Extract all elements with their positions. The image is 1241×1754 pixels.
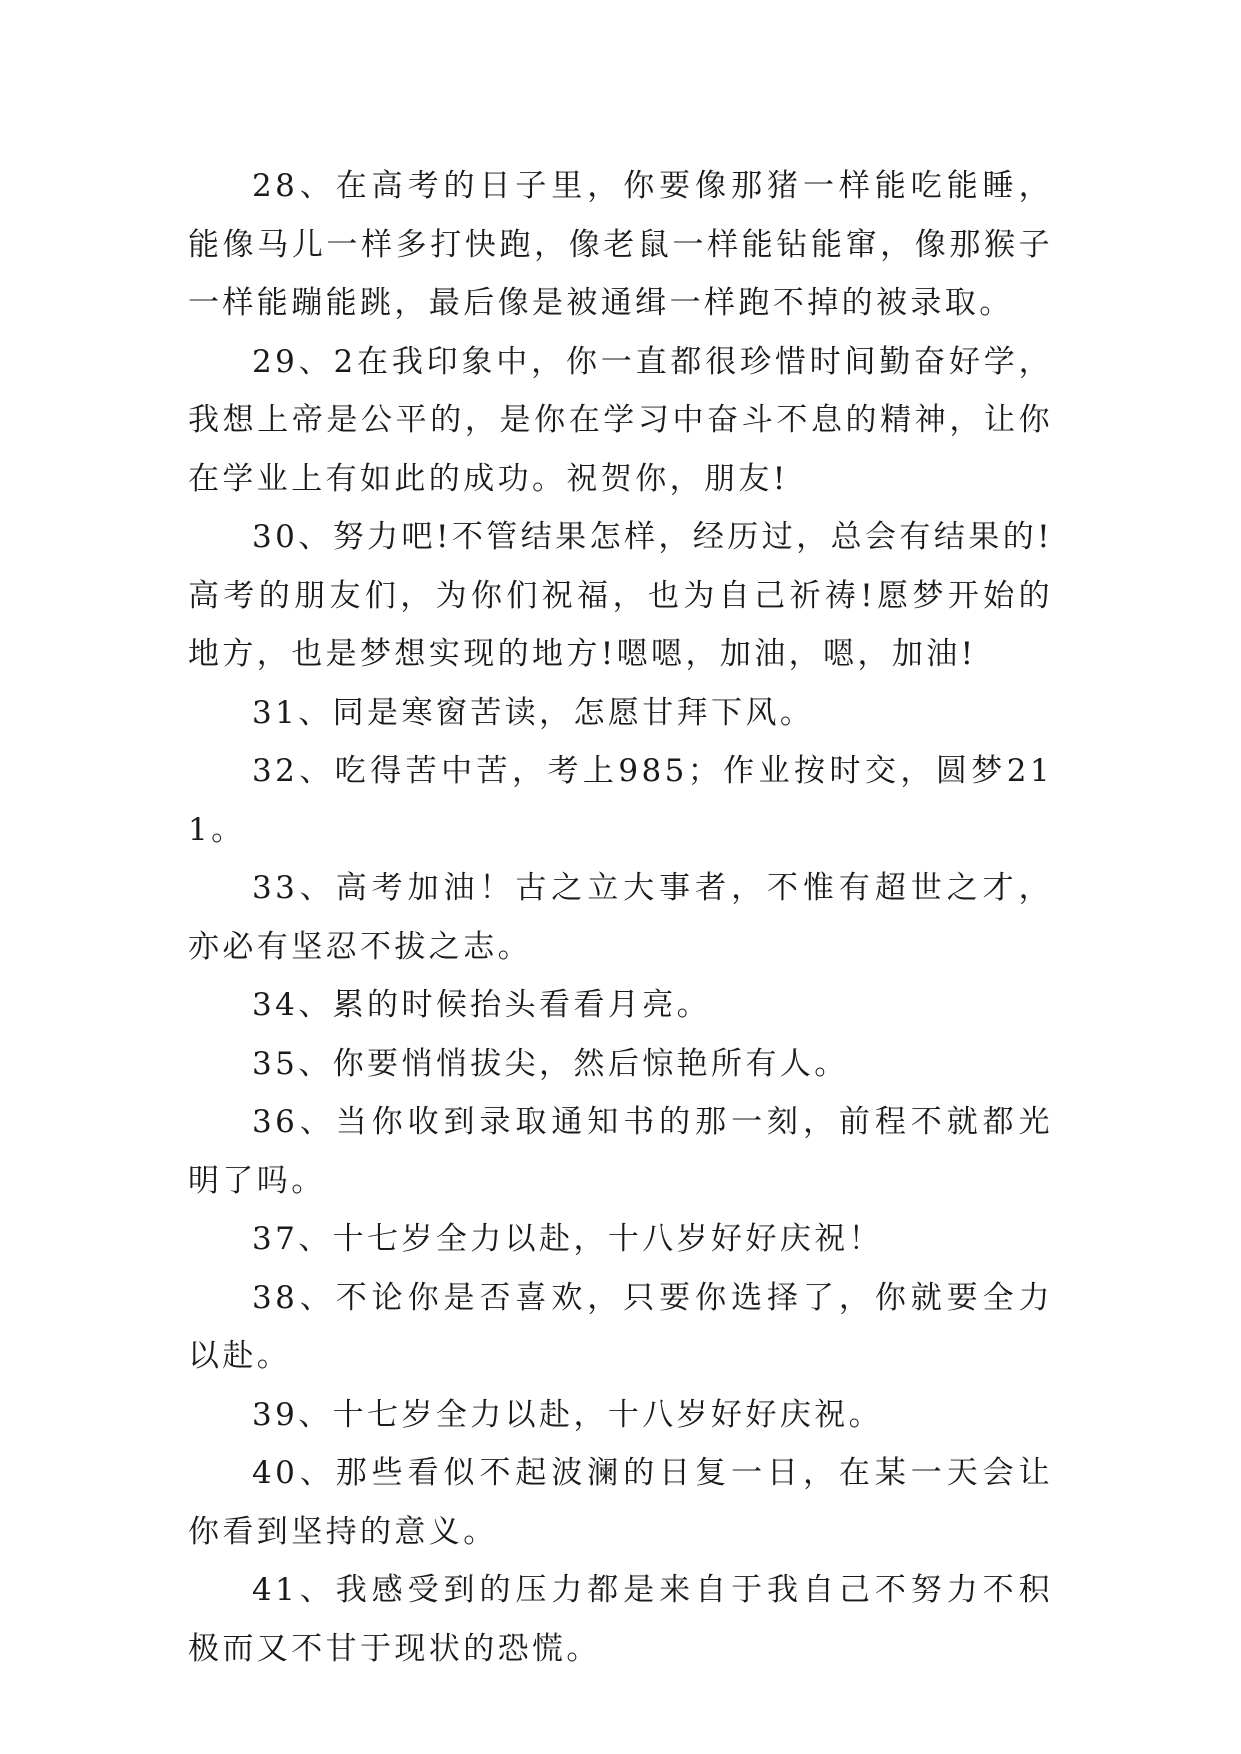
paragraph-41: 41、我感受到的压力都是来自于我自己不努力不积极而又不甘于现状的恐慌。 (188, 1572, 1053, 1667)
paragraph-37: 37、十七岁全力以赴，十八岁好好庆祝！ (252, 1221, 884, 1257)
paragraph-32: 32、吃得苦中苦，考上985；作业按时交，圆梦211。 (188, 753, 1053, 848)
document-body (188, 157, 1053, 1678)
paragraph-36: 36、当你收到录取通知书的那一刻，前程不就都光明了吗。 (188, 1104, 1053, 1199)
paragraph-38: 38、不论你是否喜欢，只要你选择了，你就要全力以赴。 (188, 1279, 1053, 1374)
paragraph-29: 29、2在我印象中，你一直都很珍惜时间勤奋好学，我想上帝是公平的，是你在学习中奋斗不息的精神，让你在学业上有如此的成功。祝贺你，朋友! (188, 343, 1053, 497)
paragraph-31: 31、同是寒窗苦读，怎愿甘拜下风。 (252, 694, 815, 731)
paragraph-39: 39、十七岁全力以赴，十八岁好好庆祝。 (252, 1396, 884, 1433)
paragraph-30: 30、努力吧!不管结果怎样，经历过，总会有结果的!高考的朋友们，为你们祝福，也为自己祈祷!愿梦开始的地方，也是梦想实现的地方!嗯嗯，加油，嗯，加油! (188, 519, 1053, 672)
paragraph-34: 34、累的时候抬头看看月亮。 (252, 987, 712, 1023)
paragraph-40: 40、那些看似不起波澜的日复一日，在某一天会让你看到坚持的意义。 (188, 1455, 1053, 1550)
paragraph-33: 33、高考加油！古之立大事者，不惟有超世之才，亦必有坚忍不拔之志。 (188, 870, 1053, 965)
paragraph-28: 28、在高考的日子里，你要像那猪一样能吃能睡，能像马儿一样多打快跑，像老鼠一样能钻能窜，像那猴子一样能蹦能跳，最后像是被通缉一样跑不掉的被录取。 (188, 168, 1053, 321)
paragraph-35: 35、你要悄悄拔尖，然后惊艳所有人。 (252, 1045, 849, 1082)
